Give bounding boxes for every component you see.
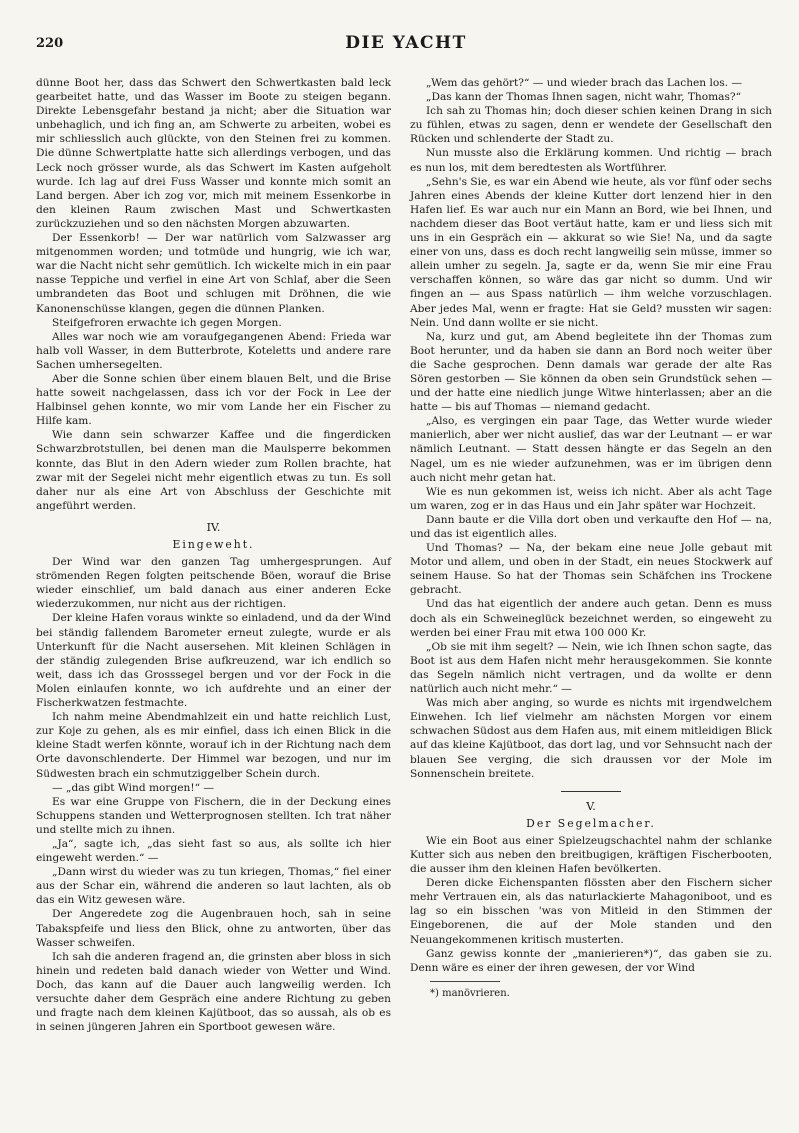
paragraph: „Dann wirst du wieder was zu tun kriegen, Thomas,“ fiel einer aus der Schar ein, während die anderen so laut lachten, als ob das ein Witz gewesen wäre.: [36, 866, 391, 907]
paragraph: Alles war noch wie am voraufgegangenen Abend: Frieda war halb voll Wasser, in dem Butterbrote, Koteletts und andere rare Sachen umhersegelten.: [36, 330, 391, 371]
footnote-divider: [430, 981, 500, 982]
paragraph: Und das hat eigentlich der andere auch getan. Denn es muss doch als ein Schweineglück bezeichnet werden, so eingeweht zu werden bei einer Frau mit etwa 100 000 Kr.: [410, 598, 772, 639]
paragraph: „Wem das gehört?“ — und wieder brach das Lachen los. —: [426, 77, 743, 89]
paragraph: — „das gibt Wind morgen!“ —: [52, 781, 214, 794]
paragraph: Dann baute er die Villa dort oben und verkaufte den Hof — na, und das ist eigentlich alles.: [410, 513, 772, 540]
section-title: Eingeweht.: [172, 538, 255, 551]
journal-title: DIE YACHT: [345, 33, 467, 53]
paragraph: „Ob sie mit ihm segelt? — Nein, wie ich Ihnen schon sagte, das Boot ist aus dem Hafen nicht mehr herausgekommen. Sie konnte das Segeln nämlich nicht vertragen, und da wollte er denn natürlich auch nicht mehr.“ —: [410, 640, 772, 696]
right-column: [410, 76, 772, 1001]
paragraph: Deren dicke Eichenspanten flössten aber den Fischern sicher mehr Vertrauen ein, als das naturlackierte Mahagoniboot, und es lag so ein bisschen 'was von Mitleid in den Stimmen der Eingeborenen, die auf der Mole standen und den Neuangekommenen kritisch musterten.: [410, 877, 772, 946]
paragraph: Aber die Sonne schien über einem blauen Belt, und die Brise hatte soweit nachgelassen, dass ich vor der Fock in Lee der Halbinsel gehen konnte, wo mir vom Lande her ein Fischer zu Hilfe kam.: [36, 372, 391, 428]
paragraph: Na, kurz und gut, am Abend begleitete ihn der Thomas zum Boot herunter, und da haben sie dann an Bord noch weiter über die Sache gesprochen. Denn damals war gerade der alte Ras Sören gestorben — Sie können da oben sein Grundstück sehen — und der hatte eine niedlich junge Witwe hinterlassen; aber an die hatte — bis auf Thomas — niemand gedacht.: [410, 330, 772, 414]
paragraph: Wie dann sein schwarzer Kaffee und die fingerdicken Schwarzbrotstullen, bei denen man die Maulsperre bekommen konnte, das Blut in den Adern wieder zum Rollen brachte, hat zwar mit der Segelei nicht mehr eigentlich etwas zu tun. Es soll daher nur als eine Art von Abschluss der Geschichte mit angeführt werden.: [36, 429, 391, 512]
paragraph: Wie ein Boot aus einer Spielzeugschachtel nahm der schlanke Kutter sich aus neben den breitbugigen, kräftigen Fischerbooten, die ausser ihm den kleinen Hafen bevölkerten.: [410, 834, 772, 876]
page-number: 220: [36, 36, 64, 51]
footnote: *) manövrieren.: [430, 987, 510, 999]
paragraph: „Ja“, sagte ich, „das sieht fast so aus, als sollte ich hier eingeweht werden.“ —: [36, 837, 391, 865]
paragraph: Der kleine Hafen voraus winkte so einladend, und da der Wind bei ständig fallendem Barometer erneut zulegte, wurde er als Unterkunft für die Nacht ausersehen. Mit kleinen Schlägen in der ständig zulegenden Brise aufkreuzend, war ich endlich so weit, dass ich das Grosssegel bergen und vor der Fock in die Molen einlaufen konnte, wo ich aufdrehte und an einer der Fischerkwatzen festmachte.: [36, 612, 391, 710]
paragraph: Steifgefroren erwachte ich gegen Morgen.: [52, 316, 282, 329]
paragraph: Ich sah die anderen fragend an, die grinsten aber bloss in sich hinein und redeten bald danach wieder von Wetter und Wind. Doch, das kann auf die Dauer auch langweilig werden. Ich versuchte daher dem Gespräch eine andere Richtung zu geben und fragte nach dem kleinen Kajütboot, das so aussah, als ob es in seinen jüngeren Jahren ein Sportboot gewesen wäre.: [36, 950, 391, 1034]
paragraph: Wie es nun gekommen ist, weiss ich nicht. Aber als acht Tage um waren, zog er in das Haus und ein Jahr später war Hochzeit.: [410, 485, 772, 512]
paragraph: Der Angeredete zog die Augenbrauen hoch, sah in seine Tabakspfeife und liess den Blick, ohne zu antworten, über das Wasser schweifen.: [36, 908, 391, 949]
section-title: Der Segelmacher.: [526, 816, 656, 830]
paragraph: Nun musste also die Erklärung kommen. Und richtig — brach es nun los, mit dem beredtesten als Wortführer.: [410, 147, 772, 174]
paragraph: „Das kann der Thomas Ihnen sagen, nicht wahr, Thomas?“: [426, 91, 742, 104]
paragraph: „Also, es vergingen ein paar Tage, das Wetter wurde wieder manierlich, aber wer nicht auslief, das war der Leutnant — er war nämlich Leutnant. — Statt dessen hängte er das Segeln an den Nagel, um es nie wieder aufzunehmen, was er im übrigen denn auch nicht mehr getan hat.: [410, 415, 772, 484]
paragraph: „Sehn's Sie, es war ein Abend wie heute, als vor fünf oder sechs Jahren eines Abends der kleine Kutter dort lenzend hier in den Hafen lief. Es war auch nur ein Mann an Bord, wie bei Ihnen, und nachdem dieser das Boot vertäut hatte, kam er und liess sich mit uns in ein Gespräch ein — akkurat so wie Sie! Na, und da sagte einer von uns, dass es doch recht langweilig sein müsse, immer so allein umher zu segeln. Ja, sagte er da, wenn Sie mir eine Frau verschaffen können, so wäre das gar nicht so dumm. Und wir fingen an — aus Spass natürlich — ihm welche vorzuschlagen. Aber jedes Mal, wenn er fragte: Hat sie Geld? mussten wir sagen: Nein. Und dann wollte er sie nicht.: [410, 175, 772, 329]
paragraph: Es war eine Gruppe von Fischern, die in der Deckung eines Schuppens standen und Wetterprognosen stellten. Ich trat näher und stellte mich zu ihnen.: [36, 795, 391, 836]
paragraph: Und Thomas? — Na, der bekam eine neue Jolle gebaut mit Motor und allem, und oben in der Stadt, ein neues Stockwerk auf seinem Hause. So hat der Thomas sein Schäfchen ins Trockene gebracht.: [410, 542, 772, 597]
section-divider: [561, 791, 621, 792]
section-number: IV.: [206, 520, 221, 534]
paragraph: Ich sah zu Thomas hin; doch dieser schien keinen Drang in sich zu fühlen, etwas zu sagen, denn er wendete der Gesellschaft den Rücken und schlenderte der Stadt zu.: [410, 105, 772, 146]
paragraph: Ganz gewiss konnte der „manierieren*)“, das gaben sie zu. Denn wäre es einer der ihren gewesen, der vor Wind: [410, 947, 772, 974]
page-header: [36, 33, 776, 58]
left-column: [36, 76, 391, 1034]
paragraph: Was mich aber anging, so wurde es nichts mit irgendwelchem Einwehen. Ich lief vielmehr am nächsten Morgen vor einem schwachen Südost aus dem Hafen aus, mit einem mitleidigen Blick auf das kleine Kajütboot, das dort lag, und vor Sehnsucht nach der blauen See verging, die sich draussen vor der Mole im Sonnenschein breitete.: [410, 697, 772, 780]
paragraph: Der Essenkorb! — Der war natürlich vom Salzwasser arg mitgenommen worden; und totmüde und hungrig, wie ich war, war die Nacht nicht sehr gemütlich. Ich wickelte mich in ein paar nasse Teppiche und verfiel in eine Art von Schlaf, aber die Seen umbrandeten das Boot und schlugen mit Dröhnen, die wie Kanonenschüsse klangen, gegen die dünnen Planken.: [36, 232, 391, 315]
paragraph: dünne Boot her, dass das Schwert den Schwertkasten bald leck gearbeitet hatte, und das Wasser im Boote zu steigen begann. Direkte Lebensgefahr bestand ja nicht; aber die Situation war unbehaglich, und ich fing an, am Schwerte zu arbeiten, wobei es mir schliesslich auch glückte, von den Steinen frei zu kommen. Die dünne Schwertplatte hatte sich allerdings verbogen, und das Leck noch grösser wurde, als das Schwert im Kasten aufgeholt wurde. Ich lag auf drei Fuss Wasser und konnte mich somit an Land bergen. Aber ich zog vor, mich mit meinem Essenkorbe in den kleinen Raum zwischen Mast und Schwertkasten zurückzuziehen und so den nächsten Morgen abzuwarten.: [36, 77, 391, 230]
paragraph: Der Wind war den ganzen Tag umhergesprungen. Auf strömenden Regen folgten peitschende Böen, worauf die Brise wieder einschlief, um bald danach aus einer anderen Ecke wiederzukommen, nur nicht aus der richtigen.: [36, 556, 391, 611]
section-number: V.: [586, 799, 596, 813]
paragraph: Ich nahm meine Abendmahlzeit ein und hatte reichlich Lust, zur Koje zu gehen, als es mir einfiel, dass ich einen Blick in die kleine Stadt werfen könnte, worauf ich in der Richtung nach dem Orte davonschlenderte. Der Himmel war bezogen, und nur im Südwesten brach ein schmutziggelber Schein durch.: [36, 711, 391, 780]
